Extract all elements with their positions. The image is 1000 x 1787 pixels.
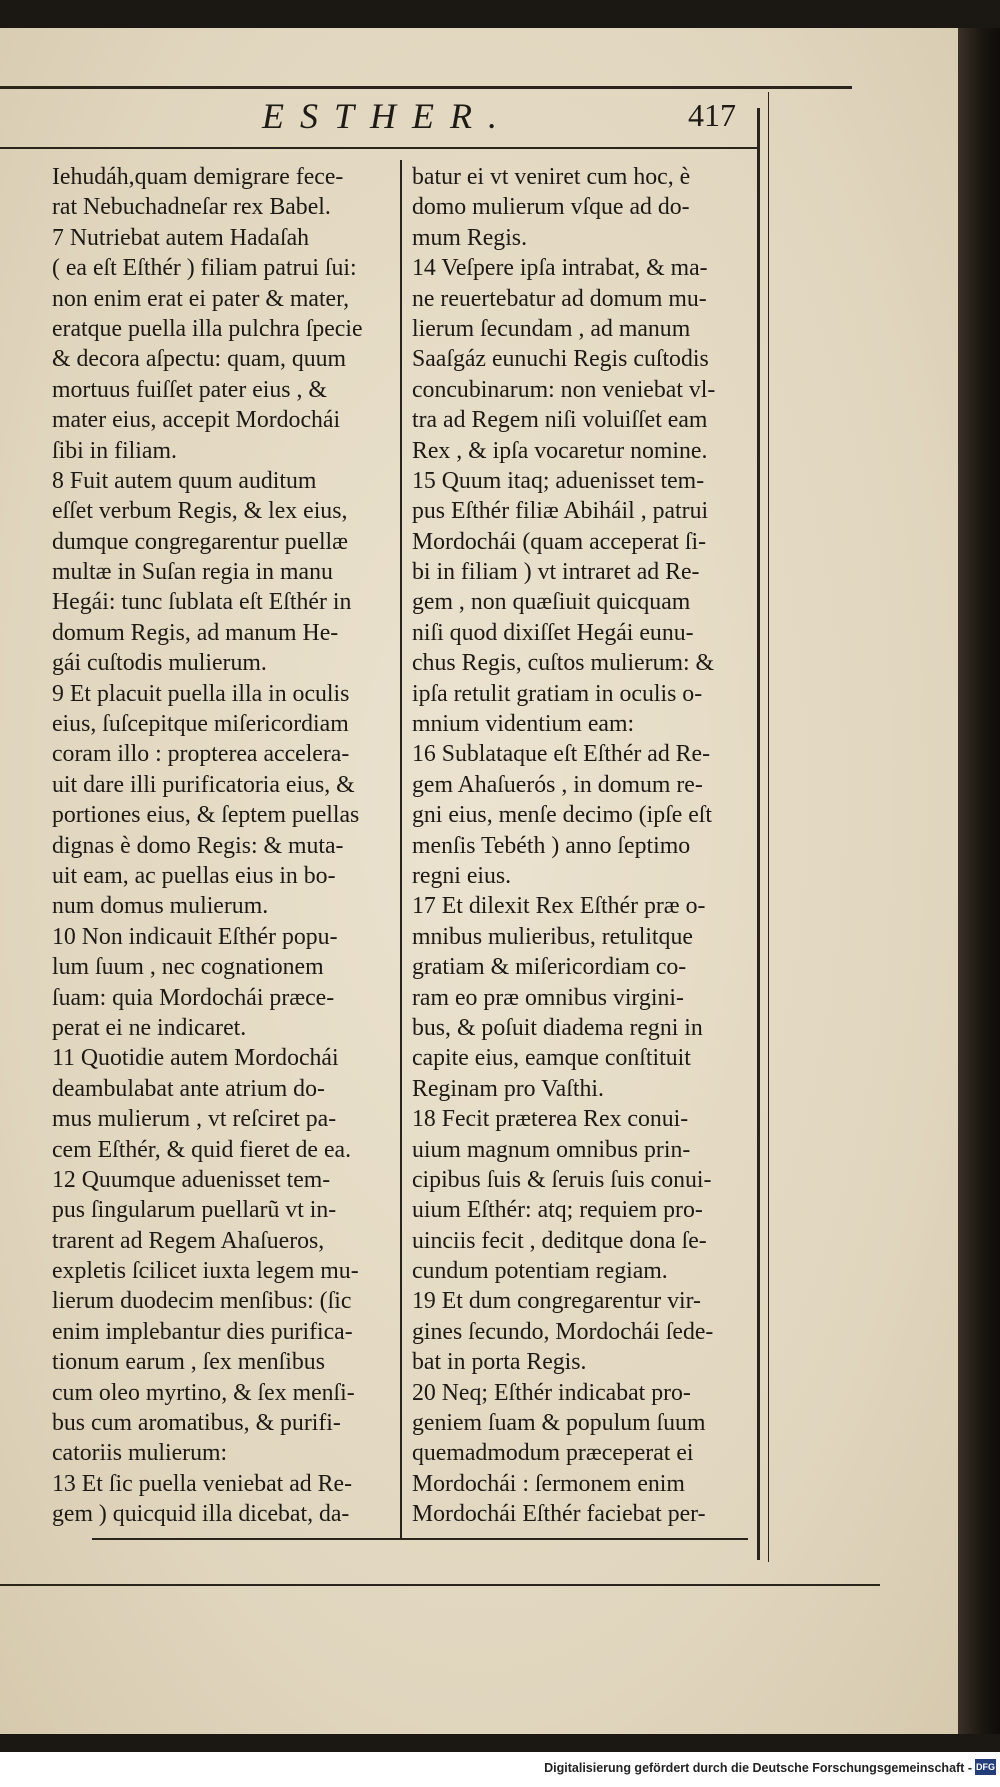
text-line: mortuus fuiſſet pater eius , & xyxy=(52,376,327,403)
text-line: mnium videntium eam: xyxy=(412,711,635,738)
page-number: 417 xyxy=(688,97,736,133)
text-line: Mordochái : ſermonem enim xyxy=(412,1470,685,1497)
text-line: cem Eſthér, & quid fieret de ea. xyxy=(52,1136,352,1163)
bottom-rule xyxy=(0,1584,880,1586)
column-divider xyxy=(400,160,402,1540)
text-line: 13 Et ſic puella veniebat ad Re- xyxy=(52,1470,352,1497)
text-line: chus Regis, cuſtos mulierum: & xyxy=(412,650,715,677)
text-line: eſſet verbum Regis, & lex eius, xyxy=(52,498,348,525)
text-line: Mordochái (quam acceperat ſi- xyxy=(412,528,707,555)
text-line: dumque congregarentur puellæ xyxy=(52,528,349,555)
text-line: 18 Fecit præterea Rex conui- xyxy=(412,1106,689,1133)
text-line: lierum duodecim menſibus: (ſic xyxy=(52,1288,352,1315)
text-bottom-rule xyxy=(92,1538,748,1540)
text-line: uium Eſthér: atq; requiem pro- xyxy=(412,1197,703,1224)
text-line: quemadmodum præceperat ei xyxy=(412,1440,694,1467)
text-line: capite eius, eamque conſtituit xyxy=(412,1045,691,1072)
text-line: bi in filiam ) vt intraret ad Re- xyxy=(412,559,700,586)
text-line: cundum potentiam regiam. xyxy=(412,1258,668,1285)
text-line: cipibus ſuis & ſeruis ſuis conui- xyxy=(412,1166,712,1193)
text-line: num domus mulierum. xyxy=(52,893,269,920)
text-line: mus mulierum , vt reſciret pa- xyxy=(52,1106,337,1133)
text-line: ipſa retulit gratiam in oculis o- xyxy=(412,680,703,707)
text-line: 11 Quotidie autem Mordochái xyxy=(52,1045,339,1072)
text-line: geniem ſuam & populum ſuum xyxy=(412,1410,706,1437)
text-line: multæ in Suſan regia in manu xyxy=(52,559,333,586)
right-text-column xyxy=(412,162,752,1530)
text-line: tionum earum , ſex menſibus xyxy=(52,1349,325,1376)
top-rule xyxy=(0,86,852,89)
text-line: 12 Quumque aduenisset tem- xyxy=(52,1166,331,1193)
text-line: bus cum aromatibus, & purifi- xyxy=(52,1410,341,1437)
text-line: 9 Et placuit puella illa in oculis xyxy=(52,680,350,707)
text-line: Reginam pro Vaſthi. xyxy=(412,1075,604,1102)
text-line: trarent ad Regem Ahaſueros, xyxy=(52,1227,325,1254)
text-line: dignas è domo Regis: & muta- xyxy=(52,832,344,859)
text-line: domum Regis, ad manum He- xyxy=(52,619,339,646)
text-line: bat in porta Regis. xyxy=(412,1349,587,1376)
text-line: lierum ſecundam , ad manum xyxy=(412,315,691,342)
text-line: mnibus mulieribus, retulitque xyxy=(412,923,693,950)
text-line: Rex , & ipſa vocaretur nomine. xyxy=(412,437,708,464)
text-line: ( ea eſt Eſthér ) filiam patrui ſui: xyxy=(52,255,357,282)
text-line: menſis Tebéth ) anno ſeptimo xyxy=(412,832,691,859)
text-line: coram illo : propterea accelera- xyxy=(52,741,350,768)
text-line: 17 Et dilexit Rex Eſthér præ o- xyxy=(412,893,706,920)
text-line: regni eius. xyxy=(412,862,512,889)
text-line: gái cuſtodis mulierum. xyxy=(52,650,267,677)
text-line: batur ei vt veniret cum hoc, è xyxy=(412,164,691,190)
text-line: pus Eſthér filiæ Abiháil , patrui xyxy=(412,498,709,525)
text-line: ſibi in filiam. xyxy=(52,437,177,464)
right-frame-rule xyxy=(757,108,760,1560)
running-title: ESTHER. xyxy=(262,96,513,136)
text-line: enim implebantur dies purifica- xyxy=(52,1318,353,1345)
page-header xyxy=(0,95,958,145)
text-line: rat Nebuchadneſar rex Babel. xyxy=(52,194,331,221)
text-line: 20 Neq; Eſthér indicabat pro- xyxy=(412,1379,691,1406)
text-line: cum oleo myrtino, & ſex menſi- xyxy=(52,1379,355,1406)
funding-credit: Digitalisierung gefördert durch die Deutsche Forschungsgemeinschaft - xyxy=(544,1761,972,1775)
text-line: 10 Non indicauit Eſthér popu- xyxy=(52,923,338,950)
text-line: uit eam, ac puellas eius in bo- xyxy=(52,862,336,889)
text-line: pus ſingularum puellarũ vt in- xyxy=(52,1197,337,1224)
text-line: tra ad Regem niſi voluiſſet eam xyxy=(412,407,708,434)
text-line: 14 Veſpere ipſa intrabat, & ma- xyxy=(412,255,708,282)
text-line: portiones eius, & ſeptem puellas xyxy=(52,802,360,829)
text-line: ram eo præ omnibus virgini- xyxy=(412,984,684,1011)
text-line: concubinarum: non veniebat vl- xyxy=(412,376,716,403)
text-line: 7 Nutriebat autem Hadaſah xyxy=(52,224,310,251)
dfg-logo: DFG xyxy=(975,1759,996,1775)
text-line: lum ſuum , nec cognationem xyxy=(52,954,324,981)
text-line: & decora aſpectu: quam, quum xyxy=(52,346,347,373)
text-line: non enim erat ei pater & mater, xyxy=(52,285,350,312)
text-line: ſuam: quia Mordochái præce- xyxy=(52,984,335,1011)
book-spine xyxy=(958,28,1000,1734)
text-line: 16 Sublataque eſt Eſthér ad Re- xyxy=(412,741,711,768)
outer-right-rule xyxy=(768,92,769,1562)
text-line: uit dare illi purificatoria eius, & xyxy=(52,771,355,798)
text-line: 19 Et dum congregarentur vir- xyxy=(412,1288,701,1315)
footer-bar xyxy=(0,1752,1000,1787)
text-line: 15 Quum itaq; aduenisset tem- xyxy=(412,467,705,494)
text-line: mater eius, accepit Mordochái xyxy=(52,407,341,434)
text-line: gem Ahaſuerós , in domum re- xyxy=(412,771,703,798)
text-line: gratiam & miſericordiam co- xyxy=(412,954,687,981)
text-line: Saaſgáz eunuchi Regis cuſtodis xyxy=(412,346,709,373)
text-line: domo mulierum vſque ad do- xyxy=(412,194,690,221)
text-line: eratque puella illa pulchra ſpecie xyxy=(52,315,363,342)
text-line: ne reuertebatur ad domum mu- xyxy=(412,285,707,312)
text-line: gem , non quæſiuit quicquam xyxy=(412,589,691,616)
text-line: catoriis mulierum: xyxy=(52,1440,228,1467)
text-line: Mordochái Eſthér faciebat per- xyxy=(412,1501,706,1528)
left-text-column xyxy=(52,162,396,1530)
text-line: Iehudáh,quam demigrare fece- xyxy=(52,164,344,190)
text-line: niſi quod dixiſſet Hegái eunu- xyxy=(412,619,694,646)
text-line: uium magnum omnibus prin- xyxy=(412,1136,691,1163)
text-line: 8 Fuit autem quum auditum xyxy=(52,467,317,494)
text-line: expletis ſcilicet iuxta legem mu- xyxy=(52,1258,359,1285)
text-line: deambulabat ante atrium do- xyxy=(52,1075,325,1102)
text-line: bus, & poſuit diadema regni in xyxy=(412,1014,703,1041)
text-line: gem ) quicquid illa dicebat, da- xyxy=(52,1501,350,1528)
text-line: perat ei ne indicaret. xyxy=(52,1014,247,1041)
text-line: gni eius, menſe decimo (ipſe eſt xyxy=(412,802,713,829)
header-rule xyxy=(0,147,758,149)
text-line: gines ſecundo, Mordochái ſede- xyxy=(412,1318,714,1345)
text-line: Hegái: tunc ſublata eſt Eſthér in xyxy=(52,589,352,616)
text-line: eius, ſuſcepitque miſericordiam xyxy=(52,711,349,738)
text-line: mum Regis. xyxy=(412,224,528,251)
text-line: uinciis fecit , deditque dona ſe- xyxy=(412,1227,707,1254)
